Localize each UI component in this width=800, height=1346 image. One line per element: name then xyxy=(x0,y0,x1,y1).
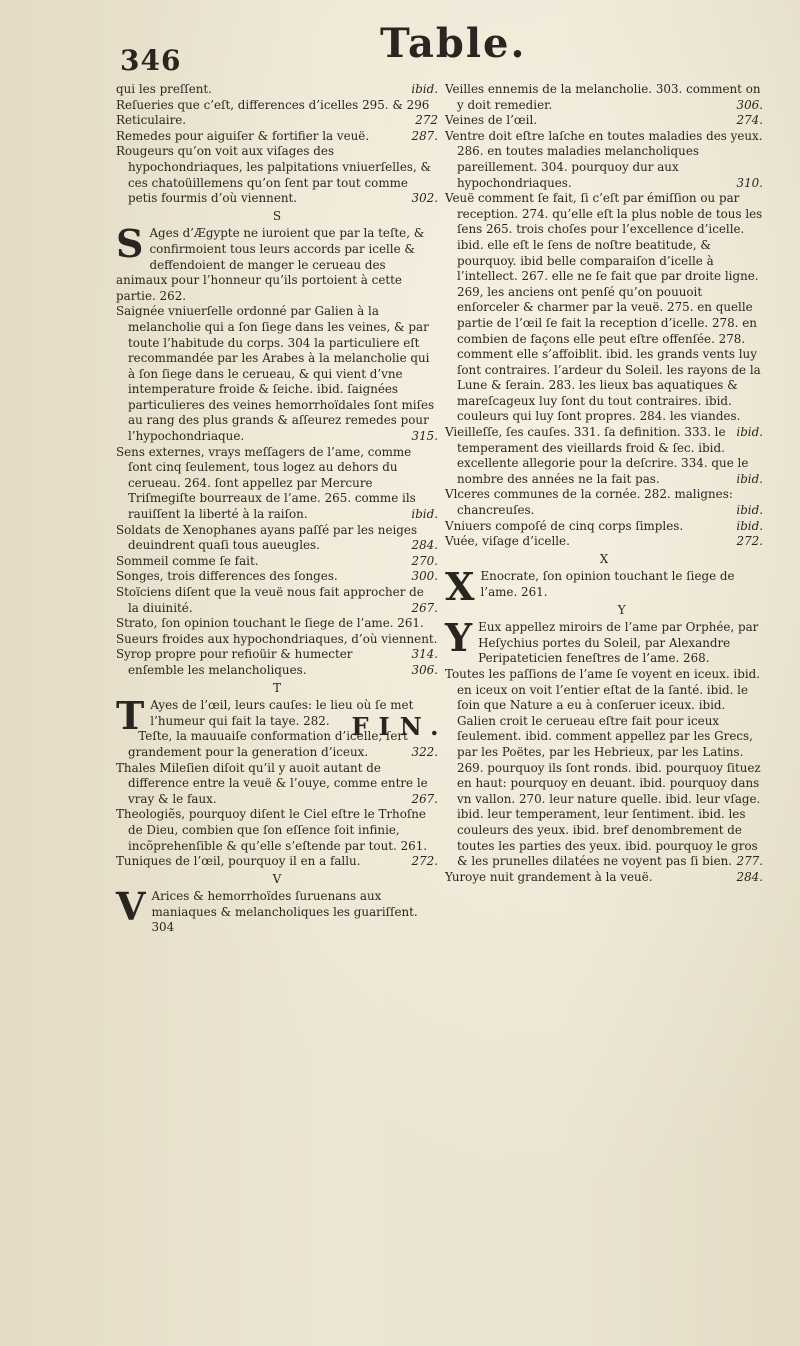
entry-text: Saignée vniuerſelle ordonné par Galien à la melancholie qui a ſon ſiege dans les veines, & par toute l’habitude du corps. 304 la particuliere eſt recommandée par les Arabes à la melancholie qui à ſon ſiege dans le cerueau, & qui vient d’vne intemperature froide & ſeiche. ibid. ſaignées particulieres des veines hemorrhoïdales ſont miſes au rang des plus grands & aſſeurez remedes pour l’hypochondriaque. xyxy=(116,304,435,444)
page-reference: ibid. xyxy=(736,425,763,440)
drop-cap: S xyxy=(116,221,144,267)
entry-text: Enocrate, ſon opinion touchant le ſiege de l’ame. 261. xyxy=(480,569,735,599)
entry-text: Soldats de Xenophanes ayans paſſé par les neiges deuindrent quaſi tous aueugles. xyxy=(116,522,418,553)
index-entry xyxy=(116,854,438,870)
index-column-right xyxy=(445,82,763,885)
index-entry xyxy=(116,647,438,678)
entry-text: Theologiẽs, pourquoy diſent le Ciel eſtre le Trhoſne de Dieu, combien que ſon eſſence ſoit infinie, incõprehenſible & qu’elle s’eſtende par tout. 261. xyxy=(116,807,428,853)
page-reference: ibid. xyxy=(736,518,763,533)
index-entry xyxy=(445,113,763,129)
index-entry xyxy=(116,304,438,444)
entry-text: Strato, ſon opinion touchant le ſiege de l’ame. 261. xyxy=(116,616,424,631)
entry-text: Ages d’Ægypte ne iuroient que par la teſte, & confirmoient tous leurs accords par icelle & deffendoient de manger le cerueau des animaux pour l’honneur qu’ils portoient à cette partie. 262. xyxy=(116,226,425,303)
index-entry xyxy=(116,761,438,808)
section-letter: Y xyxy=(617,602,626,617)
entry-text: Vlceres communes de la cornée. 282. malignes: chancreuſes. xyxy=(445,487,733,518)
entry-text: Ayes de l’œil, leurs cauſes: le lieu où ſe met l’humeur qui fait la taye. 282. xyxy=(150,698,414,728)
index-entry xyxy=(445,487,763,518)
section-lead-entry xyxy=(445,615,763,667)
entry-text: Eux appellez miroirs de l’ame par Orphée, par Heſychius portes du Soleil, par Alexandre Peripateticien feneſtres de l’ame. 268. xyxy=(478,620,759,666)
page-reference: 306. xyxy=(411,662,438,677)
section-lead-entry xyxy=(116,884,438,936)
section-letter: S xyxy=(272,208,282,223)
page-reference: 267. xyxy=(411,791,438,806)
index-entry xyxy=(445,82,763,113)
page-reference: 315. xyxy=(411,429,438,444)
entry-text: Teſte, la mauuaiſe conformation d’icelle, ſert grandement pour la generation d’iceux. xyxy=(128,729,408,759)
page-heading: Table. xyxy=(380,20,527,67)
entry-text: Rougeurs qu’on voit aux viſages des hypochondriaques, les palpitations vniuerſelles, & ces chatoüillemens qu’on ſent par tout comme petis fourmis d’où viennent. xyxy=(116,144,432,206)
index-column-left xyxy=(116,82,438,936)
page-reference: 267. xyxy=(411,600,438,615)
page-reference: 284. xyxy=(736,869,763,884)
entry-text: Sens externes, vrays meſſagers de l’ame, comme ſont cinq ſeulement, tous logez au dehors du cerueau. 264. ſont appellez par Mercure Triſmegiſte bourreaux de l’ame. 265. comme ils rauiſſent la liberté à la raiſon. xyxy=(116,444,416,522)
index-entry xyxy=(116,807,438,854)
entry-text: Syrop propre pour refioüir & humecter enſemble les melancholiques. xyxy=(116,647,353,677)
page-reference: 277. xyxy=(736,854,763,869)
page-reference: 306. xyxy=(736,97,763,112)
drop-cap: V xyxy=(116,884,146,930)
section-letter: X xyxy=(599,551,609,566)
entry-text: Veines de l’œil. xyxy=(445,113,538,128)
index-entry xyxy=(116,129,438,145)
index-entry xyxy=(445,191,763,440)
entry-text: Veuë comment ſe fait, ſi c’eſt par émiſſion ou par reception. 274. qu’elle eſt la plus noble de tous les ſens 265. trois choſes pour l’excellence d’icelle. ibid. elle eſt le ſens de noſtre beatitude, & pourquoy. ibid belle comparaiſon d’icelle à l’intellect. 267. elle ne ſe fait que par droite ligne. 269, les anciens ont penſé qu’on pouuoit enſorceler & charmer par la veuë. 275. en quelle partie de l’œil ſe fait la reception d’icelle. 278. en combien de façons elle peut eſtre offenſée. 278. comment elle s’affoiblit. ibid. les grands vents luy ſont contraires. l’ardeur du Soleil. les rayons de la Lune & ſerain. 283. les lieux bas aquatiques & mareſcageux luy ſont du tout contraires. ibid. couleurs qui luy ſont propres. 284. les viandes. xyxy=(445,191,763,424)
index-entry xyxy=(116,523,438,554)
entry-text: Veilles ennemis de la melancholie. 303. comment on y doit remedier. xyxy=(445,82,761,112)
entry-text: Sueurs froides aux hypochondriaques, d’où viennent. xyxy=(116,631,438,646)
entry-text: qui les preſſent. xyxy=(116,82,212,96)
index-entry xyxy=(445,425,763,487)
index-entry xyxy=(116,616,438,632)
entry-text: Vuée, viſage d’icelle. xyxy=(445,534,570,549)
index-entry xyxy=(116,554,438,570)
page-reference: 274. xyxy=(736,113,763,128)
index-entry xyxy=(445,129,763,191)
entry-text: Remedes pour aiguiſer & fortifier la veuë. xyxy=(116,128,370,143)
page-reference: 300. xyxy=(411,569,438,584)
entry-text: Thales Mileſien diſoit qu’il y auoit autant de difference entre la veuë & l’ouye, comme entre le vray & le faux. xyxy=(116,760,428,806)
index-entry xyxy=(116,98,438,114)
fin-text: FIN. xyxy=(351,712,449,741)
page-reference: 302. xyxy=(411,191,438,206)
entry-text: Reticulaire. xyxy=(116,113,187,128)
index-entry xyxy=(445,870,763,886)
drop-cap: X xyxy=(445,564,475,610)
page-reference: ibid. xyxy=(736,471,763,486)
index-entry xyxy=(116,585,438,616)
section-lead-entry xyxy=(445,564,763,610)
page-reference: 310. xyxy=(736,175,763,190)
entry-text: Ventre doit eſtre laſche en toutes maladies des yeux. 286. en toutes maladies melancholiques pareillement. 304. pourquoy dur aux hypochondriaques. xyxy=(445,128,763,190)
index-entry xyxy=(116,569,438,585)
page-reference: 314. xyxy=(411,647,438,662)
section-lead-entry xyxy=(116,221,438,304)
index-entry xyxy=(116,113,438,129)
page-reference: ibid. xyxy=(411,82,438,96)
index-entry xyxy=(445,667,763,870)
page-reference: 272 xyxy=(415,113,438,128)
page-reference: 272. xyxy=(736,534,763,549)
entry-text: Reſueries que c’eſt, differences d’icelles 295. & 296 xyxy=(116,97,430,112)
page-reference: ibid. xyxy=(411,507,438,522)
page-reference: 287. xyxy=(411,128,438,143)
entry-text: Songes, trois differences des ſonges. xyxy=(116,569,338,584)
section-letter: T xyxy=(272,680,281,695)
index-entry xyxy=(116,144,438,206)
drop-cap: Y xyxy=(445,615,473,661)
index-entry xyxy=(116,82,438,98)
entry-text: Sommeil comme ſe fait. xyxy=(116,553,259,568)
page-reference: 270. xyxy=(411,553,438,568)
entry-text: Stoïciens diſent que la veuë nous fait approcher de la diuinité. xyxy=(116,585,424,615)
section-letter: V xyxy=(272,871,282,886)
page-reference: 272. xyxy=(411,854,438,869)
entry-text: Tuniques de l’œil, pourquoy il en a fallu. xyxy=(116,854,361,869)
entry-text: Vniuers compoſé de cinq corps ſimples. xyxy=(445,518,684,533)
index-entry xyxy=(445,534,763,550)
index-entry xyxy=(445,519,763,535)
entry-text: Toutes les paſſions de l’ame ſe voyent en iceux. ibid. en iceux on voit l’entier eſtat de la ſanté. ibid. le ſoin que Nature a eu à conſeruer iceux. ibid. Galien croit le cerueau eſtre fait pour iceux ſeulement. ibid. comment appellez par les Grecs, par les Poëtes, par les Hebrieux, par les Latins. 269. pourquoy ils ſont ronds. ibid. pourquoy ſituez en haut: pourquoy en deuant. ibid. pourquoy dans vn vallon. 270. leur nature quelle. ibid. leur vſage. ibid. leur temperament, leur ſentiment. ibid. les couleurs des yeux. ibid. bref denombrement de toutes les parties des yeux. ibid. pourquoy le gros & les prunelles dilatées ne voyent pas ſi bien. xyxy=(445,666,761,869)
entry-text: Vieilleſſe, ſes cauſes. 331. ſa definition. 333. le temperament des vieillards froid & ſec. ibid. excellente allegorie pour la deſcrire. 334. que le nombre des années ne la fait pas. xyxy=(445,425,749,486)
page-reference: 284. xyxy=(411,538,438,553)
drop-cap: T xyxy=(116,693,145,739)
page-number: 346 xyxy=(120,44,182,77)
index-entry xyxy=(116,445,438,523)
entry-text: Arices & hemorrhoïdes ſuruenans aux maniaques & melancholiques les guariſſent. 304 xyxy=(151,889,418,935)
page-reference: ibid. xyxy=(736,503,763,518)
entry-text: Yuroye nuit grandement à la veuë. xyxy=(445,869,653,884)
page-reference: 322. xyxy=(411,744,438,759)
